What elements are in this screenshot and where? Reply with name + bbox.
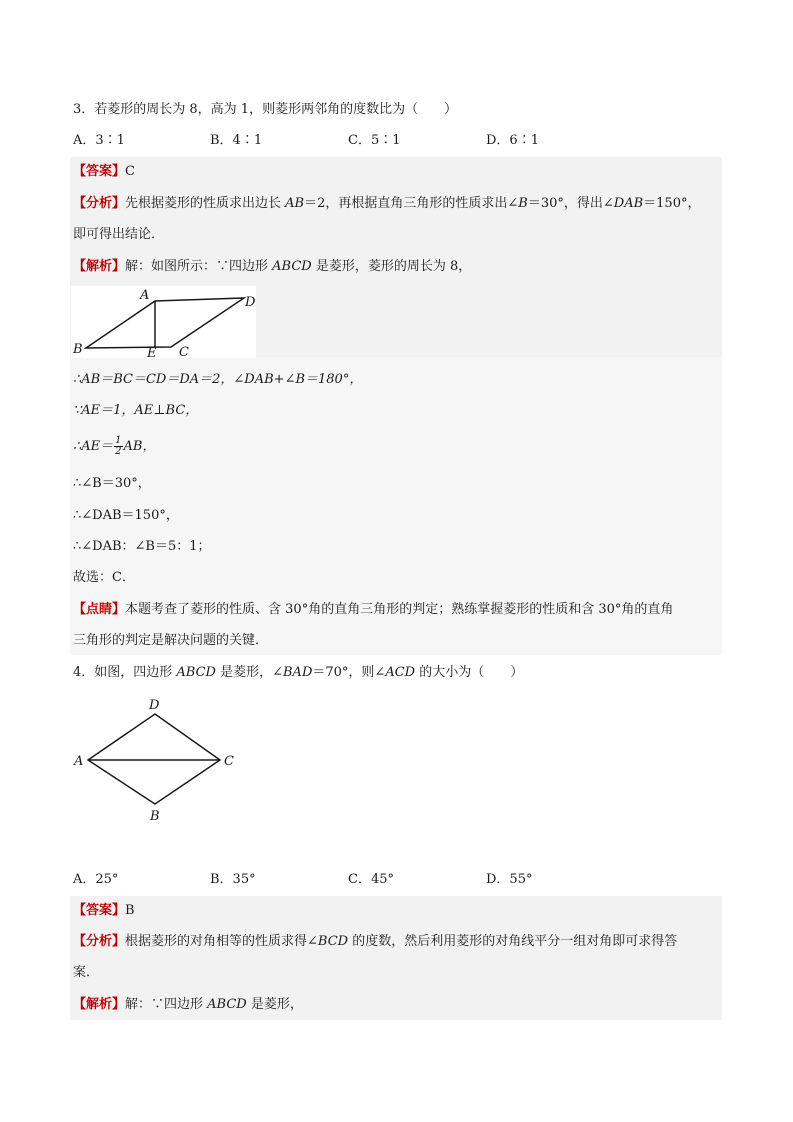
var-acd: ACD (385, 665, 416, 680)
q4-option-d: D．55° (486, 872, 533, 887)
rhombus-shape (88, 714, 220, 804)
q3-analysis-line-1 (73, 194, 700, 214)
var-abcd: ABCD (272, 259, 312, 274)
label-a: A (74, 754, 84, 769)
label-c: C (224, 754, 234, 769)
q3-step-3 (73, 436, 155, 457)
q4-figure-rhombus (70, 692, 245, 827)
stem-text: 是菱形，∠ (215, 665, 283, 680)
q3-comment-line-1 (73, 600, 673, 620)
analysis-text: 的度数，然后利用菱形的对角线平分一组对角即可求得答 (348, 934, 678, 949)
q3-step-6: ∴∠DAB：∠B＝5：1； (73, 539, 211, 554)
solution-text: 是菱形， (246, 997, 303, 1012)
label-b: B (73, 342, 83, 357)
q3-option-a: A．3∶1 (73, 133, 125, 148)
answer-tag: 【答案】 (73, 164, 126, 179)
q3-answer (73, 162, 135, 182)
comment-tag: 【点睛】 (73, 602, 126, 617)
q4-option-a: A．25° (73, 872, 119, 887)
var-b: B (518, 196, 528, 211)
var-bcd: BCD (317, 934, 349, 949)
var-dab: DAB (613, 196, 644, 211)
frac-numerator: 1 (115, 435, 122, 446)
q4-solution-line-1 (73, 995, 303, 1015)
q3-step-7: 故选：C． (73, 570, 135, 585)
stem-text: 4．如图，四边形 (73, 665, 177, 680)
var-abcd: ABCD (176, 665, 216, 680)
q3-solution-line-1 (73, 257, 471, 277)
label-e: E (147, 346, 157, 358)
q4-analysis-line-2: 案． (73, 965, 100, 980)
q3-comment-line-2: 三角形的判定是解决问题的关键． (73, 633, 269, 648)
solution-text: 是菱形，菱形的周长为 8， (311, 259, 472, 274)
analysis-text: ＝30°，得出∠ (527, 196, 614, 211)
analysis-text: 根据菱形的对角相等的性质求得∠ (125, 934, 318, 949)
answer-value: C (125, 164, 135, 179)
q4-analysis-line-1 (73, 932, 677, 952)
fraction-half (114, 436, 122, 457)
q3-step-2: ∵AE＝1，AE⊥BC， (73, 403, 199, 418)
answer-value: B (125, 903, 135, 918)
q4-option-c: C．45° (348, 872, 394, 887)
var-ab: AB (285, 196, 305, 211)
label-a: A (140, 288, 150, 303)
step3-text: ∴AE＝ (73, 439, 114, 454)
q3-step-4: ∴∠B＝30°， (73, 476, 151, 491)
analysis-tag: 【分析】 (73, 196, 126, 211)
analysis-text: ＝2，再根据直角三角形的性质求出∠ (304, 196, 519, 211)
var-bad: BAD (283, 665, 313, 680)
solution-tag: 【解析】 (73, 259, 126, 274)
q3-option-d: D．6∶1 (486, 133, 539, 148)
analysis-text: ＝150°， (643, 196, 701, 211)
q3-step-5: ∴∠DAB＝150°， (73, 508, 179, 523)
q3-option-b: B．4∶1 (210, 133, 263, 148)
q3-analysis-line-2: 即可得出结论． (73, 227, 165, 242)
q3-figure-rhombus (71, 286, 256, 358)
stem-text: ＝70°，则∠ (312, 665, 386, 680)
step3-text: AB， (123, 439, 156, 454)
label-b: B (150, 809, 160, 824)
comment-text: 本题考查了菱形的性质、含 30°角的直角三角形的判定；熟练掌握菱形的性质和含 30°角的直角 (125, 602, 674, 617)
q3-step-1: ∴AB＝BC＝CD＝DA＝2，∠DAB+∠B＝180°， (73, 372, 363, 387)
solution-text: 解：∵四边形 (125, 997, 208, 1012)
q3-option-c: C．5∶1 (348, 133, 401, 148)
label-d: D (149, 698, 160, 713)
q4-option-b: B．35° (210, 872, 256, 887)
label-d: D (245, 295, 256, 310)
var-abcd: ABCD (207, 997, 247, 1012)
analysis-text: 先根据菱形的性质求出边长 (125, 196, 286, 211)
q4-stem (73, 663, 523, 683)
stem-text: 的大小为（ ） (415, 665, 524, 680)
label-c: C (179, 345, 189, 358)
q3-stem: 3．若菱形的周长为 8，高为 1，则菱形两邻角的度数比为（ ） (73, 102, 458, 117)
answer-tag: 【答案】 (73, 903, 126, 918)
q4-answer (73, 901, 135, 921)
solution-tag: 【解析】 (73, 997, 126, 1012)
analysis-tag: 【分析】 (73, 934, 126, 949)
frac-denominator: 2 (115, 446, 122, 457)
solution-text: 解：如图所示：∵四边形 (125, 259, 273, 274)
